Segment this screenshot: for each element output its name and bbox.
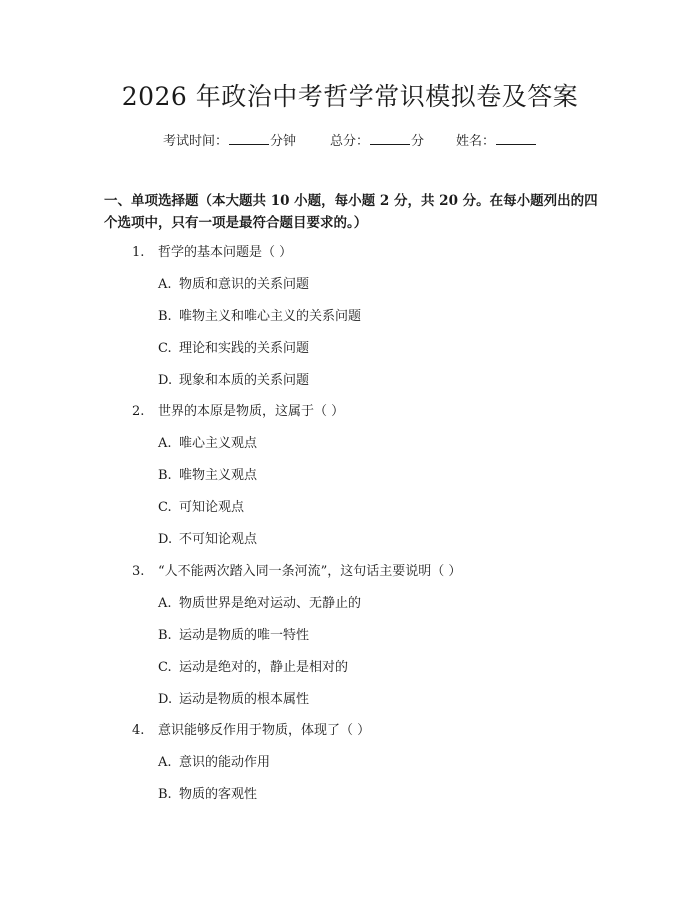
- score-blank[interactable]: [370, 132, 410, 145]
- option-4b[interactable]: [158, 786, 257, 804]
- question-1: [132, 244, 292, 262]
- option-2d[interactable]: [158, 531, 257, 549]
- question-3: [132, 563, 461, 581]
- option-letter: D.: [158, 692, 173, 707]
- option-text: 运动是物质的根本属性: [179, 692, 310, 707]
- option-letter: C.: [158, 660, 172, 675]
- option-1b[interactable]: [158, 308, 361, 326]
- question-stem: 意识能够反作用于物质，体现了（ ）: [158, 723, 371, 738]
- option-letter: A.: [158, 596, 172, 611]
- option-text: 唯心主义观点: [179, 436, 258, 451]
- option-4a[interactable]: [158, 754, 270, 772]
- option-text: 唯物主义观点: [179, 468, 258, 483]
- time-field: [163, 132, 296, 151]
- option-text: 物质的客观性: [179, 787, 258, 802]
- question-4: [132, 722, 370, 740]
- option-letter: D.: [158, 373, 173, 388]
- option-letter: B.: [158, 468, 172, 483]
- time-blank[interactable]: [229, 132, 269, 145]
- question-stem: 哲学的基本问题是（ ）: [158, 245, 293, 260]
- option-1c[interactable]: [158, 340, 309, 358]
- option-text: 可知论观点: [179, 500, 245, 515]
- option-letter: A.: [158, 436, 172, 451]
- name-blank[interactable]: [496, 132, 536, 145]
- option-letter: A.: [158, 755, 172, 770]
- option-text: 理论和实践的关系问题: [179, 341, 310, 356]
- option-letter: D.: [158, 532, 173, 547]
- question-stem: “人不能两次踏入同一条河流”，这句话主要说明（ ）: [158, 564, 462, 579]
- score-label: 总分：: [329, 134, 369, 149]
- option-letter: B.: [158, 628, 172, 643]
- score-field: [330, 132, 424, 151]
- option-text: 运动是物质的唯一特性: [179, 628, 310, 643]
- name-label: 姓名：: [456, 134, 496, 149]
- question-number: 4.: [132, 723, 145, 738]
- time-label: 考试时间：: [162, 134, 228, 149]
- option-text: 唯物主义和唯心主义的关系问题: [179, 309, 362, 324]
- question-number: 2.: [132, 404, 145, 419]
- option-3d[interactable]: [158, 691, 309, 709]
- option-2b[interactable]: [158, 467, 257, 485]
- question-number: 3.: [132, 564, 145, 579]
- option-letter: A.: [158, 277, 172, 292]
- option-letter: C.: [158, 500, 172, 515]
- option-text: 物质和意识的关系问题: [179, 277, 310, 292]
- time-unit: 分钟: [269, 134, 296, 149]
- question-2: [132, 403, 344, 421]
- option-3a[interactable]: [158, 595, 361, 613]
- option-3c[interactable]: [158, 659, 348, 677]
- question-number: 1.: [132, 245, 145, 260]
- option-text: 物质世界是绝对运动、无静止的: [179, 596, 362, 611]
- option-1a[interactable]: [158, 276, 309, 294]
- option-3b[interactable]: [158, 627, 309, 645]
- option-2a[interactable]: [158, 435, 257, 453]
- question-stem: 世界的本原是物质，这属于（ ）: [158, 404, 345, 419]
- option-text: 运动是绝对的，静止是相对的: [179, 660, 349, 675]
- exam-title: 2026 年政治中考哲学常识模拟卷及答案: [121, 82, 579, 111]
- option-letter: B.: [158, 787, 172, 802]
- section-heading: 一、单项选择题（本大题共 10 小题，每小题 2 分，共 20 分。在每小题列出的四个选项中，只有一项是最符合题目要求的。）: [104, 193, 598, 231]
- option-letter: C.: [158, 341, 172, 356]
- option-text: 意识的能动作用: [179, 755, 271, 770]
- option-2c[interactable]: [158, 499, 244, 517]
- option-text: 现象和本质的关系问题: [179, 373, 310, 388]
- option-1d[interactable]: [158, 372, 309, 390]
- option-letter: B.: [158, 309, 172, 324]
- option-text: 不可知论观点: [179, 532, 258, 547]
- exam-meta-row: [0, 132, 700, 151]
- score-unit: 分: [411, 134, 425, 149]
- name-field: [456, 132, 537, 151]
